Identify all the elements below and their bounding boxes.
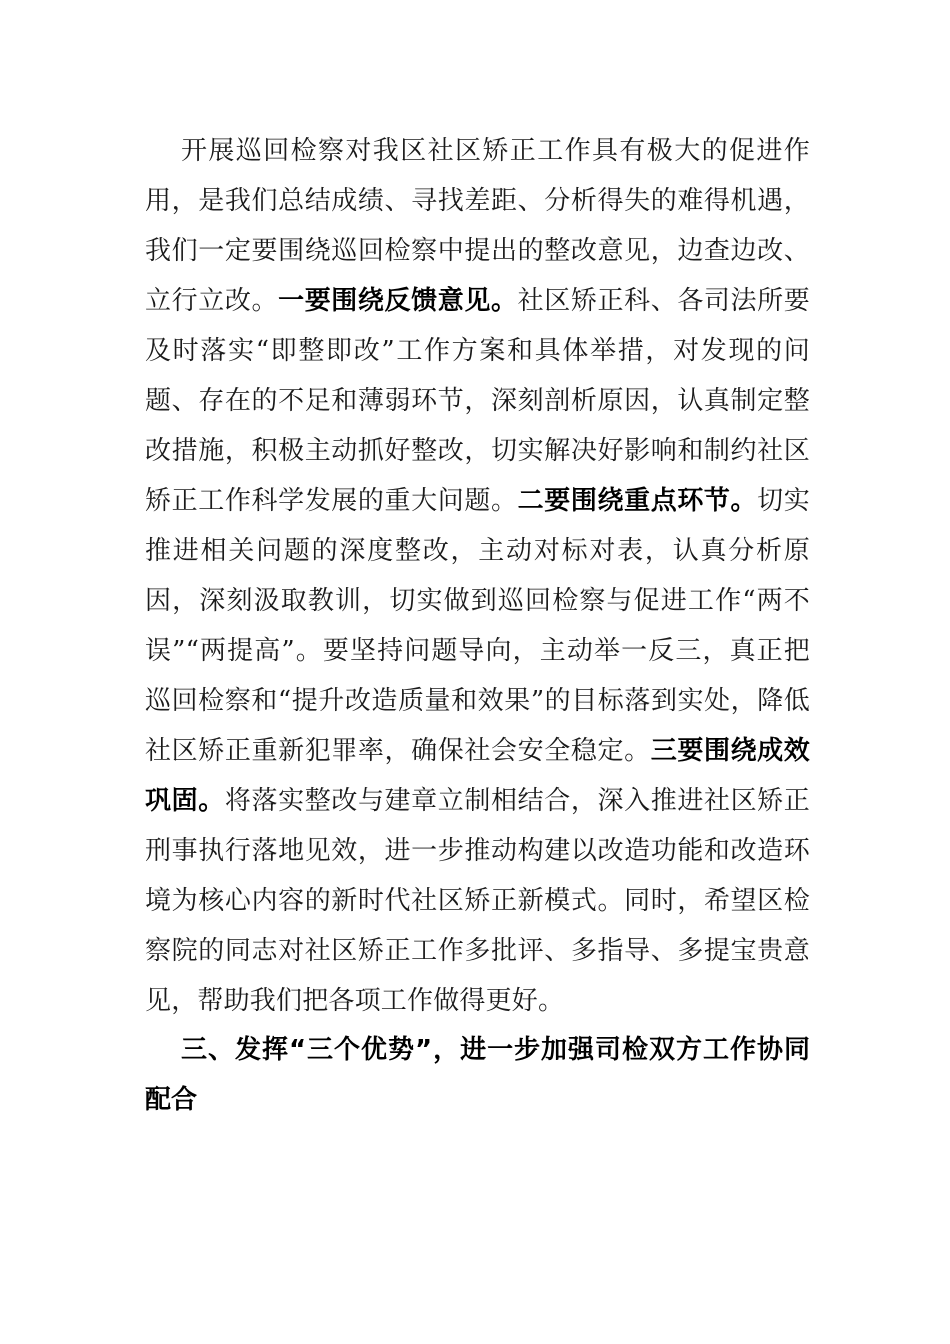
section-heading: 三、发挥“三个优势”，进一步加强司检双方工作协同配合 — [145, 1035, 810, 1115]
bold-point-3: 三要围绕成效巩固。 — [145, 736, 810, 816]
paragraph-text: 社区矫正科、各司法所要及时落实“即整即改”工作方案和具体举措，对发现的问题、存在的不足和薄弱环节，深刻剖析原因，认真制定整改措施，积极主动抓好整改，切实解决好影响和制约社区矫正工作科学发展的重大问题。 — [145, 286, 810, 516]
paragraph-text: 切实推进相关问题的深度整改，主动对标对表，认真分析原因，深刻汲取教训，切实做到巡回检察与促进工作“两不误”“两提高”。要坚持问题导向，主动举一反三，真正把巡回检察和“提升改造质量和效果”的目标落到实处，降低社区矫正重新犯罪率，确保社会安全稳定。 — [145, 486, 810, 766]
body-paragraph — [145, 126, 810, 1026]
bold-point-1: 一要围绕反馈意见。 — [278, 286, 518, 316]
paragraph-text: 开展巡回检察对我区社区矫正工作具有极大的促进作用，是我们总结成绩、寻找差距、分析得失的难得机遇，我们一定要围绕巡回检察中提出的整改意见，边查边改、立行立改。 — [145, 136, 810, 316]
bold-point-2: 二要围绕重点环节。 — [517, 486, 758, 516]
paragraph-text: 将落实整改与建章立制相结合，深入推进社区矫正刑事执行落地见效，进一步推动构建以改造功能和改造环境为核心内容的新时代社区矫正新模式。同时，希望区检察院的同志对社区矫正工作多批评、多指导、多提宝贵意见，帮助我们把各项工作做得更好。 — [145, 786, 810, 1016]
